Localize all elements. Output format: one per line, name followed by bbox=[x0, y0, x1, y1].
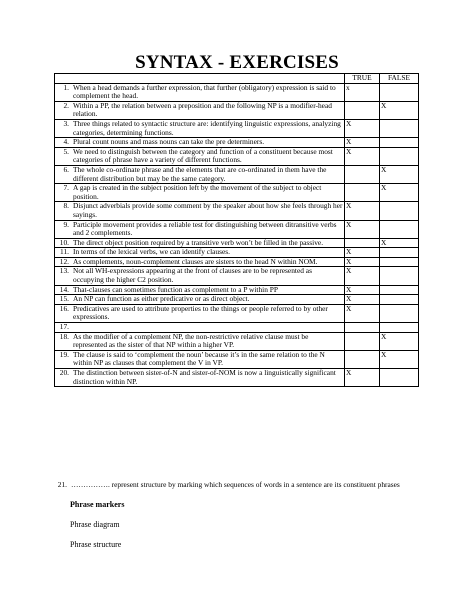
statement-cell bbox=[55, 304, 345, 322]
true-mark bbox=[345, 101, 380, 119]
false-mark bbox=[380, 202, 419, 220]
statement-cell bbox=[55, 295, 345, 305]
table-row bbox=[55, 202, 419, 220]
item-text: That-clauses can sometimes function as complement to a P within PP bbox=[73, 284, 278, 294]
statement-cell bbox=[55, 350, 345, 368]
true-mark: X bbox=[345, 257, 380, 267]
item-text: As the modifier of a complement NP, the non-restrictive relative clause must be represented as the sister of that NP within a higher VP. bbox=[73, 331, 309, 350]
statement-cell bbox=[55, 332, 345, 350]
item-text: In terms of the lexical verbs, we can identify clauses. bbox=[73, 247, 230, 257]
table-row bbox=[55, 138, 419, 148]
true-mark: X bbox=[345, 248, 380, 258]
true-mark bbox=[345, 184, 380, 202]
statement-cell bbox=[55, 165, 345, 183]
item-number: 9. bbox=[63, 219, 69, 229]
statement-cell bbox=[55, 138, 345, 148]
true-mark: X bbox=[345, 295, 380, 305]
item-text: Participle movement provides a reliable test for distinguishing between ditransitive verbs and 2 complements. bbox=[73, 219, 337, 238]
true-mark: X bbox=[345, 285, 380, 295]
item-number: 3. bbox=[63, 118, 69, 128]
statement-cell bbox=[55, 267, 345, 285]
true-mark: X bbox=[345, 304, 380, 322]
statement-cell bbox=[55, 202, 345, 220]
statement-cell bbox=[55, 369, 345, 387]
option-phrase-diagram: Phrase diagram bbox=[70, 520, 120, 529]
true-mark bbox=[345, 332, 380, 350]
false-mark: X bbox=[380, 165, 419, 183]
item-number: 10. bbox=[59, 237, 69, 247]
statement-cell bbox=[55, 101, 345, 119]
true-mark: X bbox=[345, 267, 380, 285]
item-number: 4. bbox=[63, 137, 69, 147]
item-text: Within a PP, the relation between a preposition and the following NP is a modifier-head relation. bbox=[73, 100, 332, 119]
true-mark bbox=[345, 323, 380, 333]
true-mark: X bbox=[345, 147, 380, 165]
option-phrase-structure: Phrase structure bbox=[70, 540, 122, 549]
item-text: The whole co-ordinate phrase and the elements that are co-ordinated in them have the different distribution but may be the same category. bbox=[73, 164, 327, 183]
question-text: ……………. represent structure by marking which sequences of words in a sentence are its constituent phrases bbox=[71, 480, 400, 489]
item-number: 6. bbox=[63, 164, 69, 174]
true-mark: X bbox=[345, 138, 380, 148]
table-body bbox=[55, 83, 419, 387]
false-mark bbox=[380, 248, 419, 258]
item-text: We need to distinguish between the category and function of a constituent because most categories of phrase have a variety of different functions. bbox=[73, 146, 333, 165]
item-number: 2. bbox=[63, 100, 69, 110]
statement-cell bbox=[55, 83, 345, 101]
table-row bbox=[55, 350, 419, 368]
true-mark: X bbox=[345, 220, 380, 238]
false-mark bbox=[380, 220, 419, 238]
table-row bbox=[55, 83, 419, 101]
statement-cell bbox=[55, 323, 345, 333]
statement-cell bbox=[55, 248, 345, 258]
table-row bbox=[55, 295, 419, 305]
false-mark: X bbox=[380, 238, 419, 248]
table-row bbox=[55, 323, 419, 333]
item-number: 11. bbox=[60, 247, 69, 257]
item-number: 12. bbox=[59, 256, 69, 266]
item-number: 17. bbox=[59, 322, 69, 332]
false-mark: X bbox=[380, 350, 419, 368]
table-row bbox=[55, 165, 419, 183]
true-mark bbox=[345, 350, 380, 368]
statement-cell bbox=[55, 119, 345, 137]
statement-cell bbox=[55, 184, 345, 202]
table-row bbox=[55, 101, 419, 119]
item-text: Three things related to syntactic structure are: identifying linguistic expressions, analyzing categories, determining functions. bbox=[73, 118, 341, 137]
false-mark: X bbox=[380, 332, 419, 350]
false-mark bbox=[380, 267, 419, 285]
false-mark bbox=[380, 295, 419, 305]
false-mark bbox=[380, 304, 419, 322]
item-text: Disjunct adverbials provide some comment by the speaker about how she feels through her sayings. bbox=[73, 201, 343, 219]
item-number: 15. bbox=[59, 294, 69, 304]
false-mark bbox=[380, 138, 419, 148]
item-number: 13. bbox=[59, 266, 69, 276]
table-header-row bbox=[55, 74, 419, 84]
true-mark: X bbox=[345, 202, 380, 220]
item-text: When a head demands a further expression, that further (obligatory) expression is said to complement the head. bbox=[73, 82, 336, 101]
table-row bbox=[55, 184, 419, 202]
item-text: A gap is created in the subject position left by the movement of the subject to object position. bbox=[73, 183, 322, 201]
item-number: 20. bbox=[59, 368, 69, 377]
true-mark: x bbox=[345, 83, 380, 101]
item-text: Predicatives are used to attribute properties to the things or people referred to by other expressions. bbox=[73, 303, 328, 322]
item-number: 16. bbox=[59, 303, 69, 313]
exercise-table bbox=[54, 73, 419, 387]
item-text: Not all WH-expressions appearing at the front of clauses are to be represented as occupying the higher C2 position. bbox=[73, 266, 312, 285]
header-false: FALSE bbox=[380, 74, 419, 84]
table-row bbox=[55, 147, 419, 165]
false-mark bbox=[380, 83, 419, 101]
true-mark: X bbox=[345, 369, 380, 387]
item-text: The direct object position required by a transitive verb won’t be filled in the passive. bbox=[73, 237, 324, 247]
false-mark bbox=[380, 147, 419, 165]
page-title: SYNTAX - EXERCISES bbox=[135, 52, 339, 73]
item-number: 7. bbox=[63, 183, 69, 193]
item-number: 14. bbox=[59, 284, 69, 294]
header-true: TRUE bbox=[345, 74, 380, 84]
item-text: An NP can function as either predicative or as direct object. bbox=[73, 294, 250, 304]
false-mark: X bbox=[380, 101, 419, 119]
false-mark bbox=[380, 257, 419, 267]
table-row bbox=[55, 119, 419, 137]
statement-cell bbox=[55, 220, 345, 238]
header-statement bbox=[55, 74, 345, 84]
table-row bbox=[55, 304, 419, 322]
table-row bbox=[55, 332, 419, 350]
item-number: 19. bbox=[59, 349, 69, 359]
false-mark bbox=[380, 369, 419, 387]
item-text: Plural count nouns and mass nouns can take the pre determiners. bbox=[73, 137, 265, 147]
question-21 bbox=[54, 481, 426, 490]
table-row bbox=[55, 369, 419, 387]
item-text: The clause is said to ‘complement the noun’ because it’s in the same relation to the N within NP as clauses that complement the V in VP. bbox=[73, 349, 325, 368]
option-phrase-markers: Phrase markers bbox=[70, 500, 125, 509]
item-number: 5. bbox=[63, 146, 69, 156]
item-text: As complements, noun-complement clauses are sisters to the head N within NOM. bbox=[73, 256, 318, 266]
item-number: 8. bbox=[63, 201, 69, 211]
false-mark bbox=[380, 323, 419, 333]
false-mark bbox=[380, 119, 419, 137]
item-text: The distinction between sister-of-N and sister-of-NOM is now a linguistically significant distinction within NP. bbox=[73, 368, 336, 386]
table-row bbox=[55, 248, 419, 258]
false-mark bbox=[380, 285, 419, 295]
item-number: 1. bbox=[63, 82, 69, 92]
table-row bbox=[55, 267, 419, 285]
question-number: 21. bbox=[57, 480, 67, 489]
true-mark bbox=[345, 165, 380, 183]
item-number: 18. bbox=[59, 331, 69, 341]
false-mark: X bbox=[380, 184, 419, 202]
statement-cell bbox=[55, 147, 345, 165]
true-mark: X bbox=[345, 119, 380, 137]
table-row bbox=[55, 220, 419, 238]
item-text bbox=[73, 323, 343, 332]
